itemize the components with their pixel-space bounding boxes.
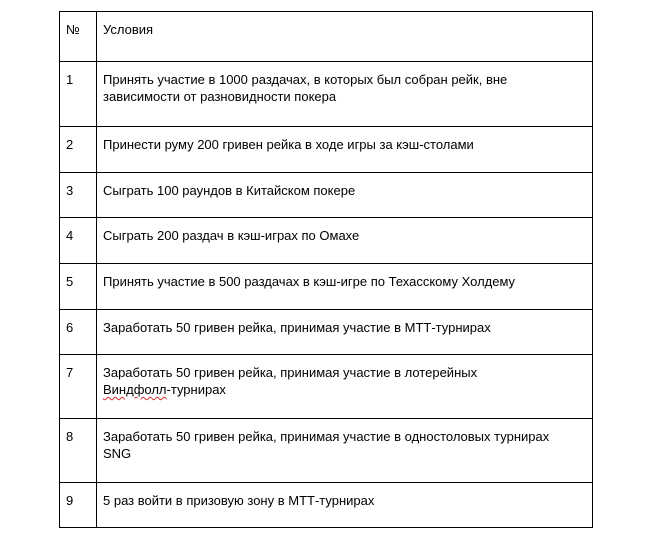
- header-condition: Условия: [97, 12, 593, 62]
- conditions-table: [59, 11, 593, 528]
- row-condition: Заработать 50 гривен рейка, принимая участие в МТТ-турнирах: [97, 310, 593, 355]
- row-number: 9: [60, 483, 97, 528]
- table-header-row: [60, 12, 593, 62]
- table-row: [60, 173, 593, 218]
- table-row: [60, 310, 593, 355]
- row-condition: Заработать 50 гривен рейка, принимая участие в лотерейных Виндфолл-турнирах: [97, 355, 593, 419]
- row-number: 1: [60, 62, 97, 127]
- row-condition: Принести руму 200 гривен рейка в ходе игры за кэш-столами: [97, 127, 593, 173]
- table-row: [60, 483, 593, 528]
- table-row: [60, 419, 593, 483]
- row-condition: Принять участие в 1000 раздачах, в которых был собран рейк, вне зависимости от разновидности покера: [97, 62, 593, 127]
- row-condition: Заработать 50 гривен рейка, принимая участие в одностоловых турнирах SNG: [97, 419, 593, 483]
- row-number: 3: [60, 173, 97, 218]
- row-condition: Сыграть 200 раздач в кэш-играх по Омахе: [97, 218, 593, 264]
- spellcheck-marked-word: Виндфолл: [103, 382, 167, 397]
- row-condition: Принять участие в 500 раздачах в кэш-игре по Техасскому Холдему: [97, 264, 593, 310]
- row-condition: 5 раз войти в призовую зону в МТТ-турнирах: [97, 483, 593, 528]
- row-number: 4: [60, 218, 97, 264]
- row-number: 6: [60, 310, 97, 355]
- table-row: [60, 62, 593, 127]
- table-row: [60, 355, 593, 419]
- row-number: 8: [60, 419, 97, 483]
- row-number: 7: [60, 355, 97, 419]
- table-row: [60, 218, 593, 264]
- header-number: №: [60, 12, 97, 62]
- row-condition: Сыграть 100 раундов в Китайском покере: [97, 173, 593, 218]
- row-number: 2: [60, 127, 97, 173]
- row-number: 5: [60, 264, 97, 310]
- table-row: [60, 264, 593, 310]
- table-row: [60, 127, 593, 173]
